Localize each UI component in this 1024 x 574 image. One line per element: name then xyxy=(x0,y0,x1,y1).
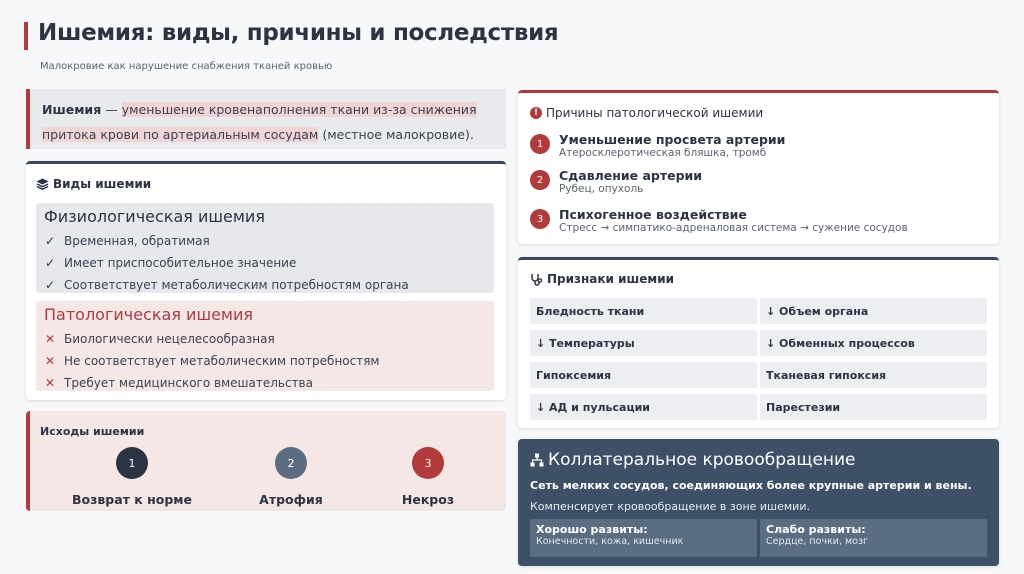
page-subtitle: Малокровие как нарушение снабжения тканей кровью xyxy=(40,61,333,72)
definition-term: Ишемия xyxy=(42,102,102,117)
outcome-number: 3 xyxy=(412,447,444,479)
outcome-label: Атрофия xyxy=(259,492,323,507)
cause-title: Уменьшение просвета артерии xyxy=(559,132,786,147)
types-heading-label: Виды ишемии xyxy=(53,177,152,191)
pathological-title: Патологическая ишемия xyxy=(44,305,254,324)
check-icon: ✓ xyxy=(44,256,56,270)
definition-dash: — xyxy=(101,102,122,117)
collateral-poor-title: Слабо развиты: xyxy=(766,523,866,536)
signs-card xyxy=(518,257,999,428)
list-item xyxy=(44,252,486,274)
sign-item: ↓ АД и пульсации xyxy=(530,394,757,420)
sign-item: Парестезии xyxy=(760,394,987,420)
signs-heading xyxy=(530,272,674,286)
sign-item: ↓ Обменных процессов xyxy=(760,330,987,356)
definition-box xyxy=(26,89,506,149)
outcomes-heading: Исходы ишемии xyxy=(40,425,145,438)
outcomes-card xyxy=(26,411,506,511)
cause-item xyxy=(530,132,785,159)
list-item-label: Биологически нецелесообразная xyxy=(64,332,275,346)
collateral-heading xyxy=(530,450,856,470)
outcome-label: Возврат к норме xyxy=(72,492,192,507)
sign-item: ↓ Температуры xyxy=(530,330,757,356)
cause-subtitle: Рубец, опухоль xyxy=(559,183,644,195)
cause-number: 1 xyxy=(530,134,550,154)
collateral-poor-sub: Сердце, почки, мозг xyxy=(766,536,869,547)
cause-title: Сдавление артерии xyxy=(559,168,703,183)
sign-item: Тканевая гипоксия xyxy=(760,362,987,388)
list-item-label: Временная, обратимая xyxy=(64,234,210,248)
outcome-item xyxy=(358,447,498,507)
collateral-poor-box xyxy=(760,519,987,557)
collateral-good-box xyxy=(530,519,757,557)
physiological-box xyxy=(36,203,494,293)
alert-icon: ! xyxy=(530,107,542,119)
collateral-text-bold: Сеть мелких сосудов, соединяющих более крупные артерии и вены. xyxy=(530,479,972,492)
sign-item: ↓ Объем органа xyxy=(760,298,987,324)
cause-subtitle: Атеросклеротическая бляшка, тромб xyxy=(559,147,767,159)
list-item-label: Не соответствует метаболическим потребностям xyxy=(64,354,380,368)
outcome-item xyxy=(62,447,202,507)
check-icon: ✓ xyxy=(44,278,56,292)
cross-icon: ✕ xyxy=(44,376,56,390)
cause-number: 2 xyxy=(530,170,550,190)
outcome-number: 1 xyxy=(116,447,148,479)
list-item xyxy=(44,372,486,394)
pathological-box xyxy=(36,301,494,391)
outcome-item xyxy=(221,447,361,507)
collateral-heading-label: Коллатеральное кровообращение xyxy=(548,450,856,470)
cause-item xyxy=(530,168,702,195)
collateral-text-rest: Компенсирует кровообращение в зоне ишемии. xyxy=(530,500,810,513)
list-item-label: Требует медицинского вмешательства xyxy=(64,376,313,390)
definition-highlight: уменьшение кровенаполнения ткани из-за снижения притока крови по артериальным сосудам xyxy=(42,102,477,142)
causes-heading xyxy=(530,106,763,120)
types-card xyxy=(26,161,506,400)
types-heading xyxy=(36,177,151,191)
list-item-label: Имеет приспособительное значение xyxy=(64,256,297,270)
outcome-number: 2 xyxy=(275,447,307,479)
collateral-description xyxy=(530,475,992,517)
outcome-label: Некроз xyxy=(401,492,455,507)
causes-card xyxy=(518,90,999,244)
cause-title: Психогенное воздействие xyxy=(559,207,747,222)
cross-icon: ✕ xyxy=(44,354,56,368)
list-item-label: Соответствует метаболическим потребностям органа xyxy=(64,278,409,292)
cause-item xyxy=(530,207,908,234)
collateral-good-title: Хорошо развиты: xyxy=(536,523,648,536)
network-icon xyxy=(530,453,544,467)
sign-item: Гипоксемия xyxy=(530,362,757,388)
page-title: Ишемия: виды, причины и последствия xyxy=(38,20,559,46)
stethoscope-icon xyxy=(530,273,543,286)
cross-icon: ✕ xyxy=(44,332,56,346)
collateral-good-sub: Конечности, кожа, кишечник xyxy=(536,536,684,547)
cause-number: 3 xyxy=(530,209,550,229)
title-accent-bar xyxy=(24,22,28,50)
definition-tail: (местное малокровие). xyxy=(318,127,474,142)
physiological-title: Физиологическая ишемия xyxy=(44,207,265,226)
cause-subtitle: Стресс → симпатико-адреналовая система → сужение сосудов xyxy=(559,222,908,234)
list-item xyxy=(44,230,486,252)
collateral-card xyxy=(518,439,999,566)
layers-icon xyxy=(36,178,49,190)
check-icon: ✓ xyxy=(44,234,56,248)
list-item xyxy=(44,350,486,372)
sign-item: Бледность ткани xyxy=(530,298,757,324)
signs-heading-label: Признаки ишемии xyxy=(547,272,675,286)
list-item xyxy=(44,328,486,350)
list-item xyxy=(44,274,486,296)
causes-heading-label: Причины патологической ишемии xyxy=(546,106,764,120)
